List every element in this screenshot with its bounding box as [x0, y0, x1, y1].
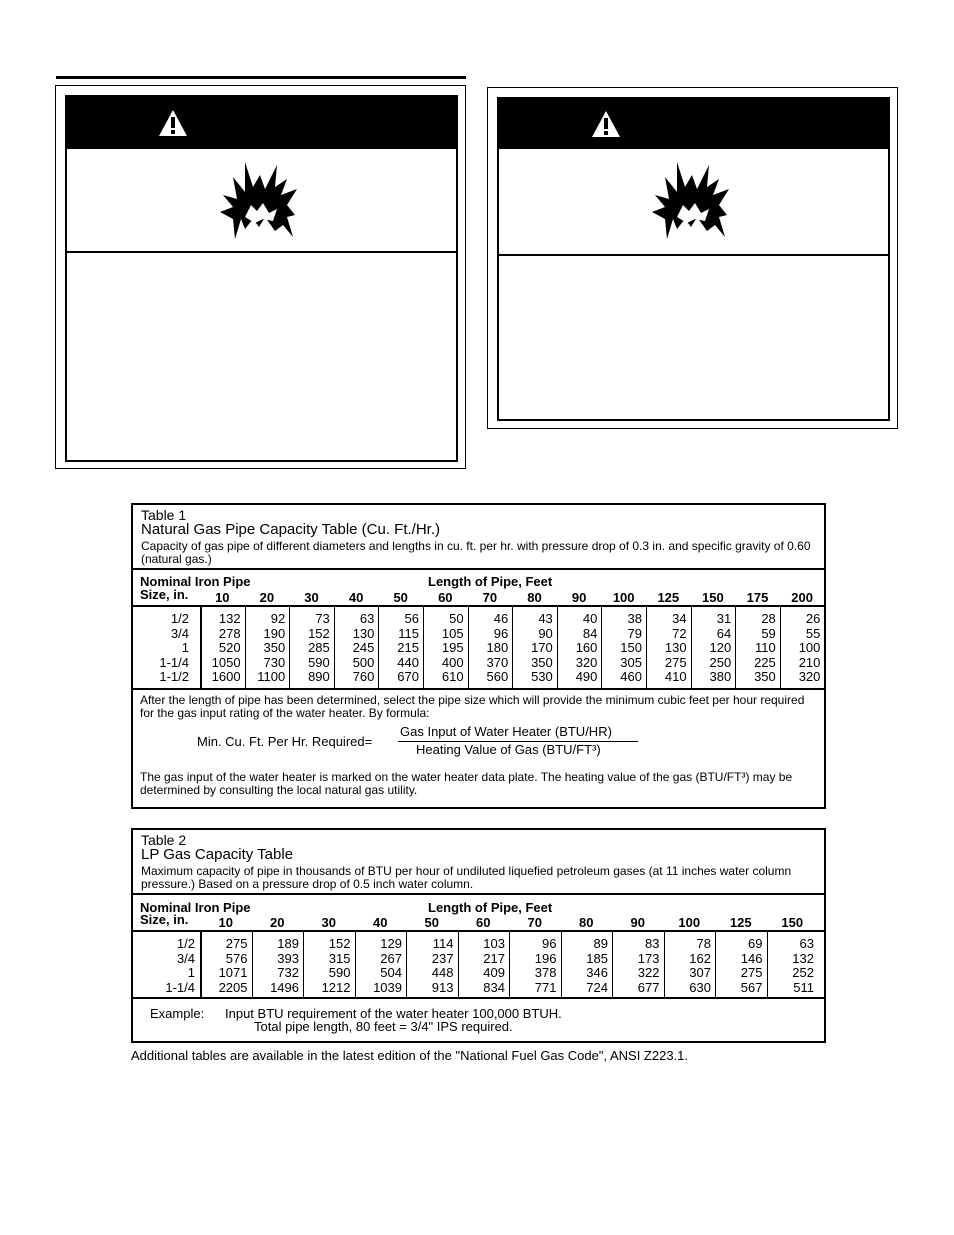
length-header: 150	[781, 915, 804, 930]
capacity-cell: 69	[748, 936, 763, 951]
capacity-cell: 225	[754, 654, 776, 670]
capacity-cell: 132	[218, 611, 241, 626]
capacity-cell: 152	[308, 625, 330, 641]
capacity-cell: 590	[328, 965, 351, 980]
capacity-cell: 129	[380, 936, 402, 951]
table-1-note-1: After the length of pipe has been determined, select the pipe size which will provide the minimum cubic feet per hour required for the gas input rating of the water heater. By formula:	[140, 693, 805, 720]
warning-triangle-icon	[591, 110, 621, 138]
capacity-cell: 400	[441, 654, 464, 670]
capacity-cell: 150	[620, 640, 642, 655]
capacity-cell: 56	[404, 611, 419, 626]
capacity-cell: 576	[225, 950, 248, 966]
capacity-cell: 110	[755, 640, 776, 655]
capacity-cell: 64	[716, 625, 732, 641]
capacity-cell: 670	[397, 669, 419, 684]
capacity-cell: 1039	[373, 979, 402, 995]
capacity-cell: 195	[441, 640, 464, 655]
length-header: 125	[729, 915, 752, 930]
capacity-cell: 38	[627, 611, 642, 626]
capacity-cell: 120	[709, 640, 732, 655]
formula-left: Min. Cu. Ft. Per Hr. Required=	[197, 734, 373, 749]
capacity-cell: 217	[483, 950, 505, 966]
capacity-cell: 196	[534, 950, 557, 966]
table-2	[131, 828, 826, 1043]
capacity-cell: 490	[575, 669, 598, 684]
warning-box-right-frame	[497, 97, 890, 421]
capacity-cell: 189	[277, 936, 299, 951]
capacity-cell: 73	[315, 611, 330, 626]
capacity-cell: 913	[431, 979, 454, 995]
length-header: 150	[702, 590, 724, 605]
capacity-cell: 409	[483, 965, 505, 980]
capacity-cell: 590	[308, 654, 330, 670]
capacity-cell: 160	[575, 640, 598, 655]
length-header: 40	[348, 590, 364, 605]
pipe-size-cell: 3/4	[170, 625, 189, 641]
table-1-title: Natural Gas Pipe Capacity Table (Cu. Ft./Hr.)	[141, 521, 441, 538]
capacity-cell: 1071	[218, 965, 248, 980]
capacity-cell: 72	[672, 625, 687, 641]
capacity-cell: 346	[586, 965, 608, 980]
size-label: Size, in.	[140, 912, 189, 927]
capacity-cell: 724	[586, 979, 608, 995]
capacity-cell: 1496	[270, 979, 299, 995]
capacity-cell: 40	[582, 611, 598, 626]
capacity-cell: 210	[798, 654, 821, 670]
capacity-cell: 84	[582, 625, 598, 641]
capacity-cell: 59	[761, 625, 776, 641]
table-1-notes	[133, 690, 824, 807]
capacity-cell: 245	[352, 640, 375, 655]
pipe-size-cell: 3/4	[176, 950, 195, 966]
table-1-column-header	[133, 570, 824, 607]
capacity-cell: 96	[542, 936, 557, 951]
capacity-cell: 410	[664, 669, 687, 684]
top-rule	[56, 76, 466, 79]
nominal-iron-pipe-label: Nominal Iron Pipe	[140, 574, 251, 589]
example-line-2: Total pipe length, 80 feet = 3/4" IPS required.	[254, 1019, 513, 1034]
capacity-cell: 771	[534, 979, 557, 995]
capacity-cell: 322	[637, 965, 660, 980]
capacity-cell: 31	[716, 611, 732, 626]
length-header: 125	[657, 590, 680, 605]
capacity-cell: 92	[270, 611, 286, 626]
table-1	[131, 503, 826, 809]
capacity-cell: 63	[359, 611, 375, 626]
nominal-iron-pipe-label: Nominal Iron Pipe	[140, 900, 251, 915]
capacity-cell: 1100	[257, 669, 286, 684]
capacity-cell: 50	[449, 611, 464, 626]
capacity-cell: 43	[538, 611, 553, 626]
capacity-cell: 115	[398, 625, 419, 641]
length-header: 70	[527, 915, 542, 930]
capacity-cell: 100	[798, 640, 821, 655]
capacity-cell: 275	[225, 936, 248, 951]
explosion-icon	[215, 157, 305, 247]
length-header: 200	[791, 590, 813, 605]
capacity-cell: 350	[754, 669, 776, 684]
capacity-cell: 46	[493, 611, 509, 626]
length-header: 60	[438, 590, 453, 605]
length-header: 80	[527, 590, 542, 605]
length-header: 20	[259, 590, 275, 605]
capacity-cell: 440	[397, 654, 419, 670]
warning-picto-left	[67, 149, 456, 253]
capacity-cell: 560	[486, 669, 509, 684]
length-header: 70	[482, 590, 498, 605]
example-line-1: Input BTU requirement of the water heater 100,000 BTUH.	[225, 1006, 562, 1021]
capacity-cell: 350	[531, 654, 553, 670]
explosion-icon	[647, 157, 737, 247]
capacity-cell: 504	[380, 965, 402, 980]
pipe-size-cell: 1-1/4	[159, 654, 189, 670]
table-2-description: Maximum capacity of pipe in thousands of BTU per hour of undiluted liquefied petroleum gases (at 11 inches water column pressure.) Based on a pressure drop of 0.5 inch water column.	[141, 864, 792, 891]
capacity-cell: 378	[534, 965, 557, 980]
table-1-note-2: The gas input of the water heater is marked on the water heater data plate. The heating value of the gas (BTU/FT³) may be determined by consulting the local natural gas utility.	[140, 770, 793, 797]
capacity-cell: 460	[620, 669, 642, 684]
capacity-cell: 630	[689, 979, 711, 995]
capacity-cell: 320	[798, 669, 821, 684]
capacity-cell: 55	[805, 625, 821, 641]
capacity-cell: 250	[709, 654, 732, 670]
capacity-cell: 103	[483, 936, 505, 951]
capacity-cell: 237	[431, 950, 454, 966]
size-label: Size, in.	[140, 587, 189, 602]
capacity-cell: 285	[308, 640, 330, 655]
pipe-size-cell: 1-1/4	[165, 979, 195, 995]
capacity-cell: 215	[397, 640, 419, 655]
length-header: 20	[270, 915, 285, 930]
capacity-cell: 1050	[211, 654, 241, 670]
capacity-cell: 105	[441, 625, 464, 641]
capacity-cell: 63	[799, 936, 814, 951]
length-header: 175	[746, 590, 769, 605]
length-header: 60	[476, 915, 491, 930]
capacity-cell: 173	[637, 950, 660, 966]
capacity-cell: 760	[352, 669, 375, 684]
capacity-cell: 28	[761, 611, 776, 626]
formula-numerator: Gas Input of Water Heater (BTU/HR)	[400, 724, 612, 739]
capacity-cell: 610	[441, 669, 464, 684]
capacity-cell: 267	[380, 950, 402, 966]
capacity-cell: 305	[620, 654, 642, 670]
warning-header-left	[67, 97, 456, 149]
table-2-number: Table 2	[141, 832, 187, 848]
length-header: 40	[373, 915, 388, 930]
length-header: 30	[304, 590, 319, 605]
capacity-cell: 393	[277, 950, 299, 966]
capacity-cell: 511	[793, 979, 814, 995]
capacity-cell: 83	[645, 936, 660, 951]
capacity-cell: 275	[664, 654, 687, 670]
capacity-cell: 79	[627, 625, 642, 641]
capacity-cell: 500	[352, 654, 375, 670]
capacity-cell: 380	[709, 669, 732, 684]
capacity-cell: 185	[586, 950, 608, 966]
table-1-number: Table 1	[141, 507, 187, 523]
table-2-column-header	[133, 895, 824, 932]
length-header: 80	[579, 915, 594, 930]
capacity-cell: 530	[531, 669, 553, 684]
length-header: 100	[612, 590, 635, 605]
capacity-cell: 34	[672, 611, 687, 626]
length-header: 10	[215, 590, 230, 605]
capacity-cell: 170	[531, 640, 553, 655]
pipe-size-cell: 1	[187, 965, 195, 980]
capacity-cell: 96	[493, 625, 509, 641]
capacity-cell: 278	[218, 625, 241, 641]
capacity-cell: 130	[664, 640, 687, 655]
capacity-cell: 307	[689, 965, 711, 980]
capacity-cell: 730	[263, 654, 286, 670]
capacity-cell: 152	[328, 936, 351, 951]
capacity-cell: 1212	[321, 979, 351, 995]
warning-box-left-frame	[65, 95, 458, 462]
capacity-cell: 1600	[211, 669, 241, 684]
capacity-cell: 448	[431, 965, 454, 980]
capacity-cell: 350	[263, 640, 286, 655]
capacity-cell: 275	[740, 965, 763, 980]
capacity-cell: 520	[218, 640, 241, 655]
length-header: 10	[218, 915, 233, 930]
warning-header-right	[499, 99, 888, 149]
table-2-data	[133, 932, 824, 999]
pipe-size-cell: 1/2	[170, 611, 189, 626]
capacity-cell: 834	[483, 979, 505, 995]
example-label: Example:	[150, 1006, 205, 1021]
pipe-size-cell: 1	[181, 640, 189, 655]
capacity-cell: 130	[352, 625, 375, 641]
footnote: Additional tables are available in the latest edition of the "National Fuel Gas Code", ANSI Z223.1.	[131, 1048, 689, 1063]
length-header: 90	[571, 590, 587, 605]
length-header: 50	[393, 590, 408, 605]
capacity-cell: 252	[792, 965, 814, 980]
capacity-cell: 90	[538, 625, 553, 641]
capacity-cell: 132	[792, 950, 814, 966]
warning-box-left	[55, 85, 466, 469]
warning-picto-right	[499, 149, 888, 256]
capacity-cell: 320	[575, 654, 598, 670]
pipe-size-cell: 1/2	[176, 936, 195, 951]
table-1-description: Capacity of gas pipe of different diameters and lengths in cu. ft. per hr. with pressure drop of 0.3 in. and specific gravity of 0.60 (natural gas.)	[141, 539, 811, 566]
table-2-title: LP Gas Capacity Table	[141, 846, 294, 863]
warning-triangle-icon	[158, 109, 188, 137]
capacity-cell: 315	[328, 950, 351, 966]
table-2-header	[133, 830, 824, 895]
length-header: 50	[424, 915, 439, 930]
length-header: 30	[321, 915, 336, 930]
capacity-cell: 190	[263, 625, 286, 641]
capacity-cell: 26	[805, 611, 821, 626]
capacity-cell: 114	[432, 936, 454, 951]
capacity-cell: 162	[689, 950, 711, 966]
capacity-cell: 677	[637, 979, 660, 995]
capacity-cell: 370	[486, 654, 509, 670]
length-header: 90	[630, 915, 645, 930]
length-header: 100	[678, 915, 701, 930]
capacity-cell: 89	[593, 936, 608, 951]
capacity-cell: 567	[740, 979, 763, 995]
table-1-header	[133, 505, 824, 570]
capacity-cell: 890	[308, 669, 330, 684]
length-of-pipe-label: Length of Pipe, Feet	[428, 900, 553, 915]
capacity-cell: 2205	[218, 979, 248, 995]
pipe-size-cell: 1-1/2	[159, 669, 189, 684]
capacity-cell: 78	[696, 936, 711, 951]
warning-box-right	[487, 87, 898, 429]
length-of-pipe-label: Length of Pipe, Feet	[428, 574, 553, 589]
formula-denominator: Heating Value of Gas (BTU/FT³)	[416, 742, 601, 757]
capacity-cell: 146	[740, 950, 763, 966]
table-1-data	[133, 607, 824, 690]
capacity-cell: 180	[486, 640, 509, 655]
table-2-example	[133, 999, 824, 1041]
capacity-cell: 732	[277, 965, 299, 980]
